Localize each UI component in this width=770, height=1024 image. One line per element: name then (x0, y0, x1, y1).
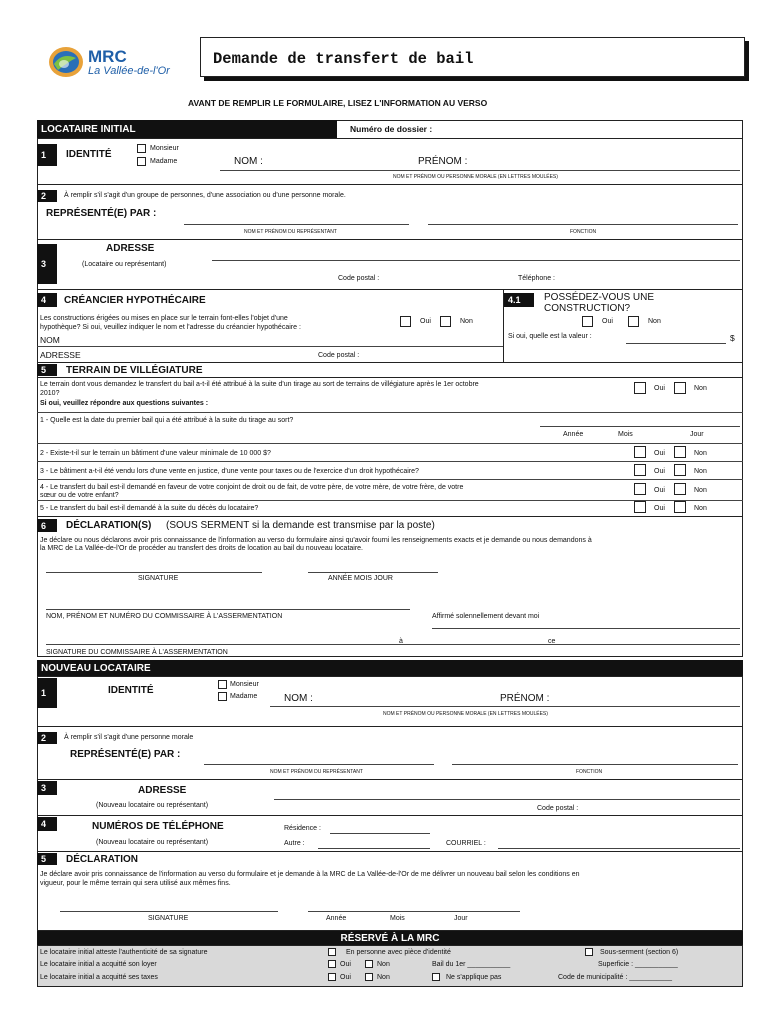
terrain-q4-oui-checkbox[interactable] (634, 483, 646, 495)
nom-field[interactable] (220, 170, 740, 171)
nouveau-section-5-number: 5 (37, 853, 57, 865)
section-1-number: 1 (37, 144, 57, 166)
title-box (200, 37, 745, 77)
locataire-initial-header: LOCATAIRE INITIAL (37, 120, 337, 138)
nouveau-section-2-number: 2 (37, 732, 57, 744)
logo-text-main: MRC (88, 47, 127, 66)
logo-text-sub: La Vallée-de-l'Or (88, 65, 170, 77)
reserve-header: RÉSERVÉ À LA MRC (37, 931, 743, 945)
represente-title: REPRÉSENTÉ(E) PAR : (46, 208, 157, 219)
representant-field[interactable] (184, 224, 409, 225)
signature-commissaire-line[interactable] (46, 644, 740, 645)
nouveau-representant-field[interactable] (204, 764, 434, 765)
nouveau-fonction-field[interactable] (452, 764, 738, 765)
page-title: Demande de transfert de bail (213, 50, 474, 68)
nouveau-section-4-number: 4 (37, 817, 57, 831)
madame-checkbox[interactable] (137, 157, 146, 166)
mrc-logo-icon (46, 44, 86, 80)
nouveau-date-line[interactable] (308, 911, 520, 912)
autre-field[interactable] (318, 848, 430, 849)
reserve-loyer-non-checkbox[interactable] (365, 960, 373, 968)
valeur-field[interactable] (626, 343, 726, 344)
section-6-number: 6 (37, 519, 57, 532)
section-3-number: 3 (37, 244, 57, 284)
verso-notice: AVANT DE REMPLIR LE FORMULAIRE, LISEZ L'INFORMATION AU VERSO (188, 98, 488, 108)
prenom-label: PRÉNOM : (418, 156, 468, 167)
creancier-non-checkbox[interactable] (440, 316, 451, 327)
section-4-1-number: 4.1 (504, 293, 534, 307)
nom-label: NOM : (234, 156, 263, 167)
construction-non-checkbox[interactable] (628, 316, 639, 327)
section-5-number: 5 (37, 364, 57, 376)
nouveau-madame-checkbox[interactable] (218, 692, 227, 701)
terrain-q0-non-checkbox[interactable] (674, 382, 686, 394)
section-2-number: 2 (37, 190, 57, 202)
signature-line[interactable] (46, 572, 262, 573)
terrain-q2-oui-checkbox[interactable] (634, 446, 646, 458)
creancier-oui-checkbox[interactable] (400, 316, 411, 327)
nouveau-locataire-header: NOUVEAU LOCATAIRE (37, 660, 743, 676)
nouveau-monsieur-checkbox[interactable] (218, 680, 227, 689)
reserve-sous-serment-checkbox[interactable] (585, 948, 593, 956)
reserve-en-personne-checkbox[interactable] (328, 948, 336, 956)
terrain-q3-oui-checkbox[interactable] (634, 464, 646, 476)
monsieur-checkbox[interactable] (137, 144, 146, 153)
terrain-q2-non-checkbox[interactable] (674, 446, 686, 458)
reserve-loyer-oui-checkbox[interactable] (328, 960, 336, 968)
nouveau-section-1-number: 1 (37, 678, 57, 708)
reserve-taxes-oui-checkbox[interactable] (328, 973, 336, 981)
terrain-q5-non-checkbox[interactable] (674, 501, 686, 513)
residence-field[interactable] (330, 833, 430, 834)
terrain-q0-oui-checkbox[interactable] (634, 382, 646, 394)
logo (46, 44, 196, 82)
date-line[interactable] (308, 572, 438, 573)
fonction-field[interactable] (428, 224, 738, 225)
declaration-title: DÉCLARATION(S) (66, 520, 152, 531)
reserve-napplique-checkbox[interactable] (432, 973, 440, 981)
construction-oui-checkbox[interactable] (582, 316, 593, 327)
commissaire-line[interactable] (46, 609, 410, 610)
courriel-field[interactable] (498, 848, 740, 849)
nouveau-section-3-number: 3 (37, 781, 57, 795)
creancier-title: CRÉANCIER HYPOTHÉCAIRE (64, 295, 206, 306)
terrain-q5-oui-checkbox[interactable] (634, 501, 646, 513)
section-4-number: 4 (37, 293, 57, 307)
nouveau-adresse-field[interactable] (274, 799, 740, 800)
identite-title: IDENTITÉ (66, 149, 112, 160)
terrain-title: TERRAIN DE VILLÉGIATURE (66, 365, 203, 376)
date-premier-bail-field[interactable] (540, 426, 740, 427)
nouveau-signature-line[interactable] (60, 911, 278, 912)
adresse-field[interactable] (212, 260, 740, 261)
nouveau-nom-field[interactable] (270, 706, 740, 707)
terrain-q3-non-checkbox[interactable] (674, 464, 686, 476)
adresse-title: ADRESSE (106, 243, 155, 254)
reserve-taxes-non-checkbox[interactable] (365, 973, 373, 981)
terrain-q4-non-checkbox[interactable] (674, 483, 686, 495)
dossier-label: Numéro de dossier : (350, 124, 433, 134)
